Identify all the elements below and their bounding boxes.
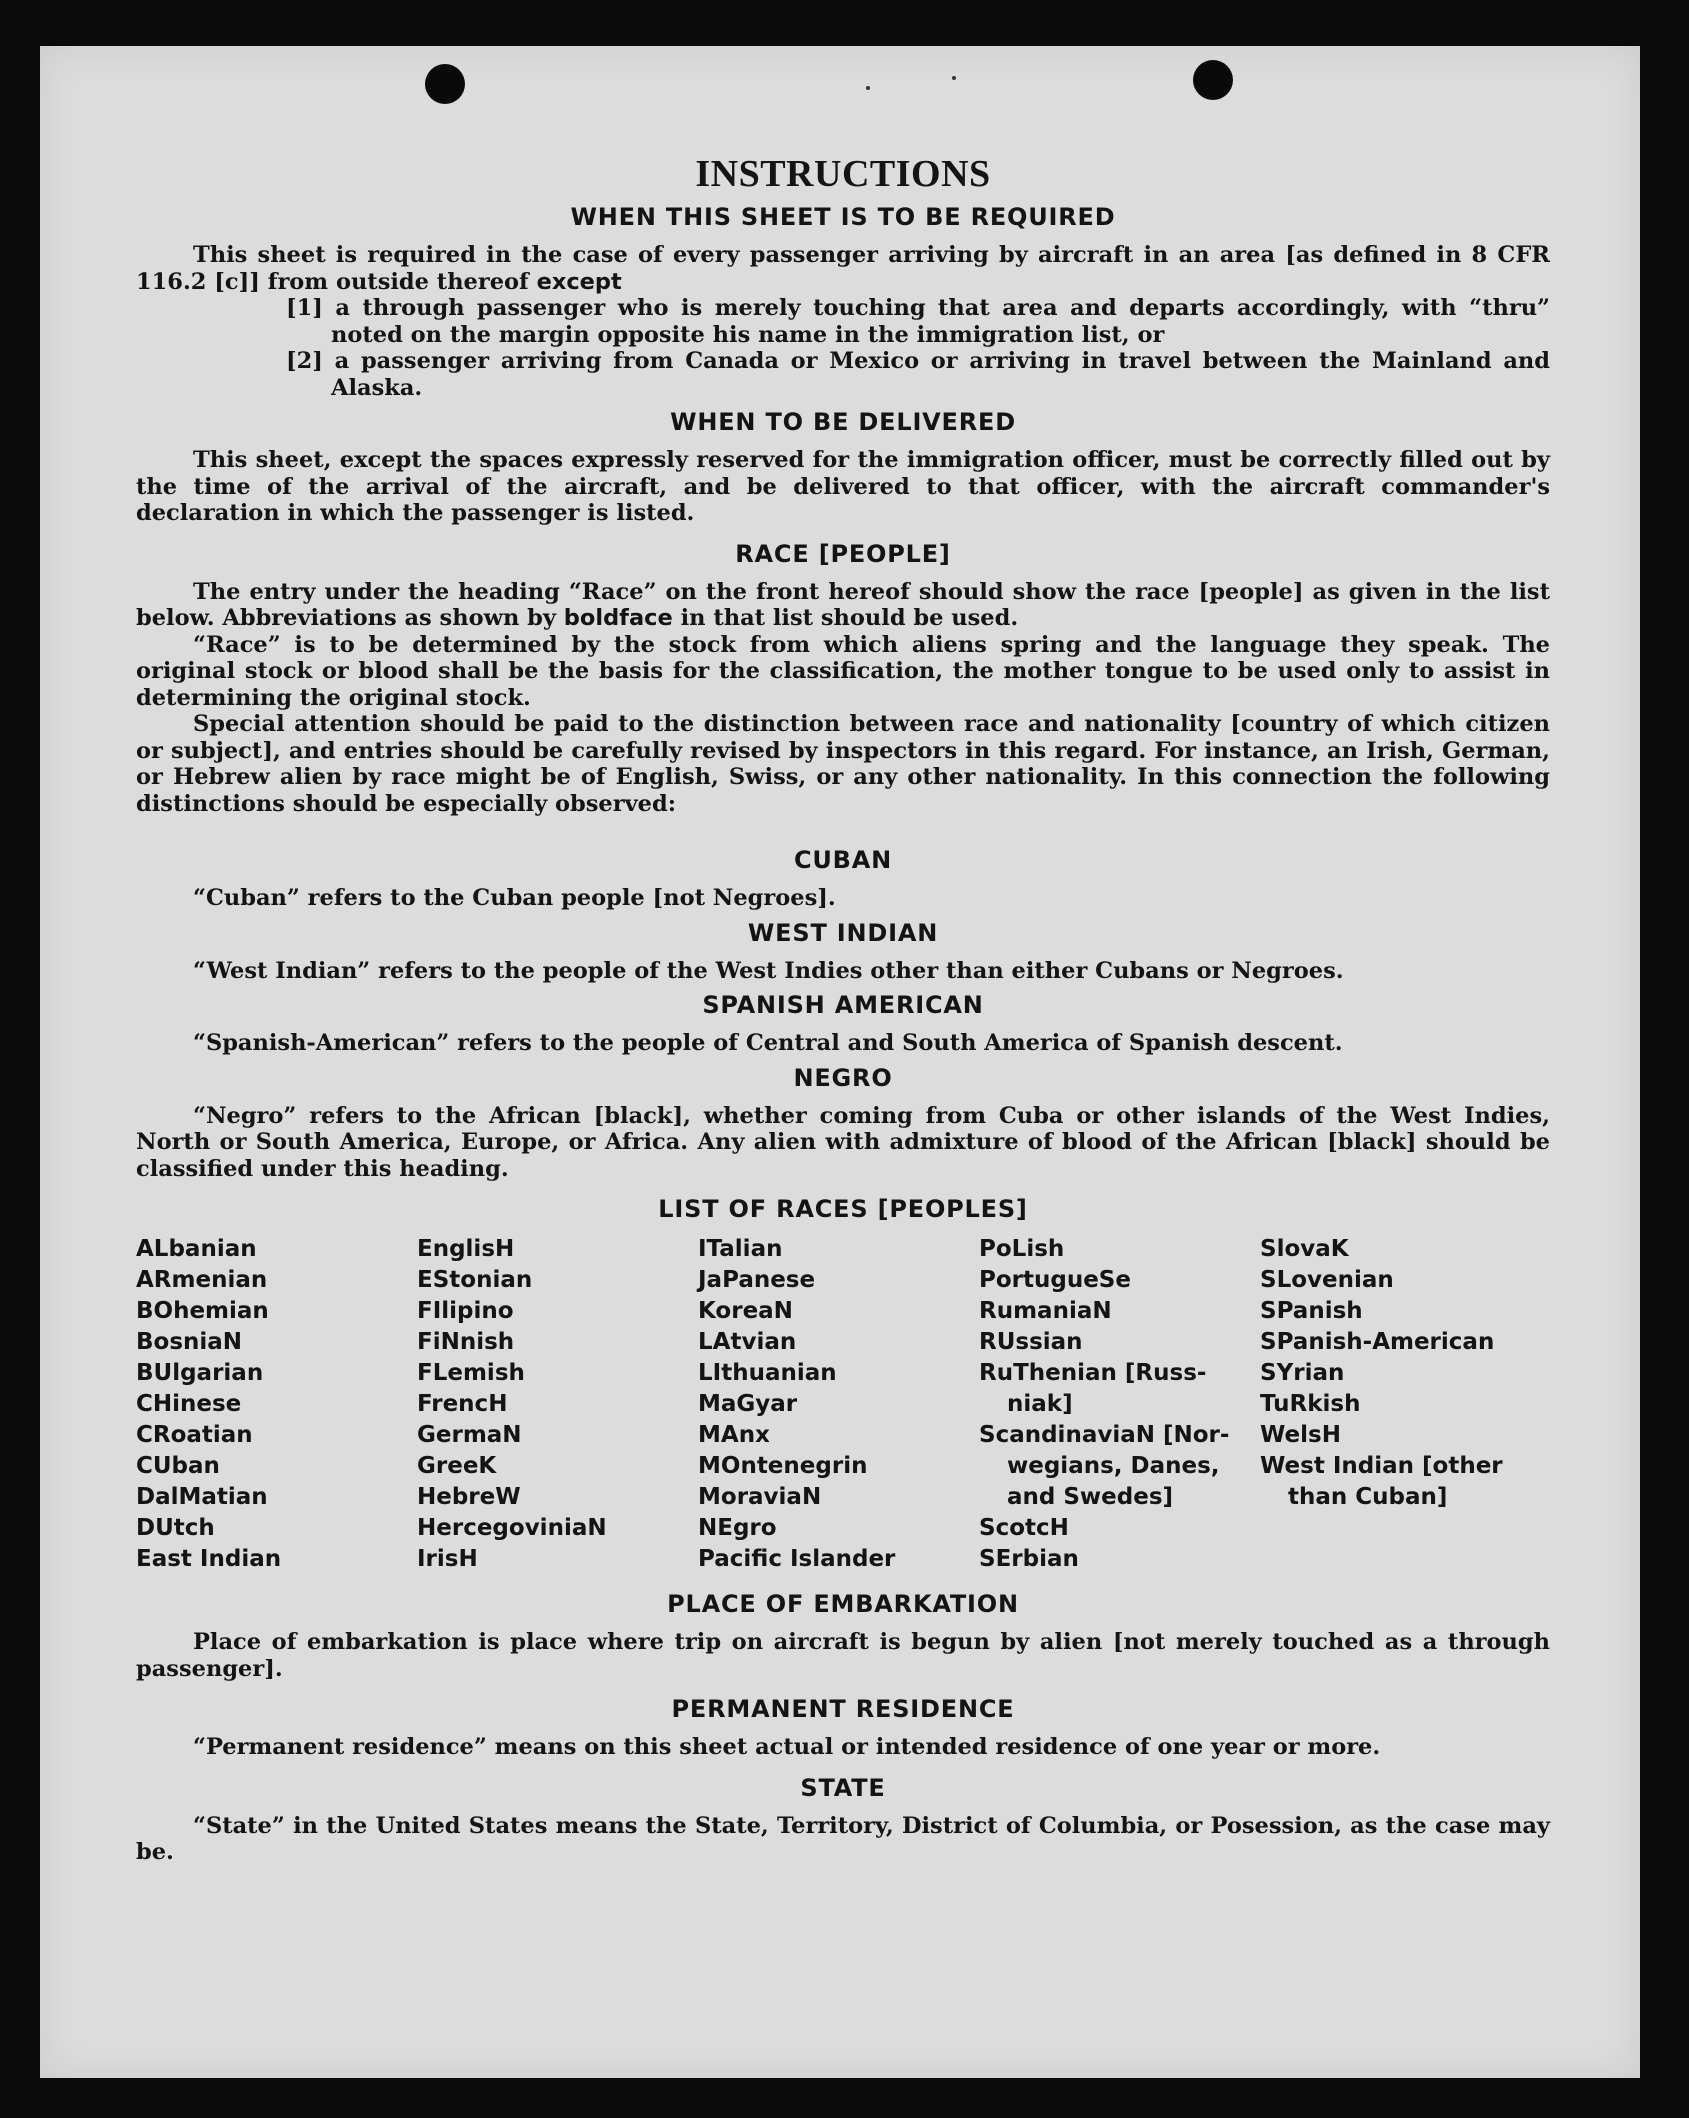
races-column-3 — [698, 1234, 979, 1575]
race-entry: East Indian — [136, 1546, 282, 1572]
paragraph-when-delivered: This sheet, except the spaces expressly reserved for the immigration officer, must be correctly filled out by the time of the arrival of the aircraft, and be delivered to that officer, with the aircraft commander's declaration in which the passenger is listed. — [136, 447, 1550, 526]
except-bold: except — [536, 268, 622, 295]
race-entry: GermaN — [417, 1422, 522, 1448]
race-entry: wegians, Danes, — [1007, 1453, 1220, 1479]
race-entry: FiNnish — [417, 1329, 515, 1355]
race-entry: MoraviaN — [698, 1484, 822, 1510]
punch-hole-right — [1193, 60, 1233, 100]
heading-embarkation: PLACE OF EMBARKATION — [667, 1590, 1019, 1618]
race-entry: NEgro — [698, 1515, 777, 1541]
races-column-2 — [417, 1234, 698, 1575]
race-entry: DUtch — [136, 1515, 215, 1541]
paragraph-embarkation: Place of embarkation is place where trip on aircraft is begun by alien [not merely touched as a through passenger]. — [136, 1629, 1550, 1682]
race-entry: RumaniaN — [979, 1298, 1112, 1324]
paragraph-race-3: Special attention should be paid to the distinction between race and nationality [country of which citizen or subject], and entries should be carefully revised by inspectors in this regard. For instance, an Irish, German, or Hebrew alien by race might be of English, Swiss, or any other nationality. In this connection the following distinctions should be especially observed: — [136, 711, 1550, 817]
heading-when-delivered: WHEN TO BE DELIVERED — [670, 408, 1016, 436]
race-entry: LIthuanian — [698, 1360, 837, 1386]
race-entry: KoreaN — [698, 1298, 793, 1324]
race-entry: Pacific Islander — [698, 1546, 896, 1572]
speck — [866, 86, 870, 90]
race-entry: SPanish-American — [1260, 1329, 1495, 1355]
race-entry: SPanish — [1260, 1298, 1363, 1324]
item-2: [2] a passenger arriving from Canada or Mexico or arriving in travel between the Mainland and Alaska. — [286, 348, 1550, 401]
races-column-4 — [979, 1234, 1260, 1575]
race-entry: CUban — [136, 1453, 220, 1479]
instructions-content — [136, 152, 1550, 1866]
paragraph-spanish-american: “Spanish-American” refers to the people of Central and South America of Spanish descent. — [193, 1030, 1343, 1056]
heading-west-indian: WEST INDIAN — [747, 918, 939, 947]
race-entry: MOntenegrin — [698, 1453, 868, 1479]
race-entry: ARmenian — [136, 1267, 268, 1293]
race-entry: IrisH — [417, 1546, 478, 1572]
heading-state: STATE — [800, 1773, 886, 1802]
race-entry: FIlipino — [417, 1298, 514, 1324]
race-entry: and Swedes] — [1007, 1484, 1174, 1510]
race-entry: SYrian — [1260, 1360, 1345, 1386]
race-entry: HebreW — [417, 1484, 521, 1510]
page-title: INSTRUCTIONS — [695, 153, 991, 195]
race-entry: than Cuban] — [1288, 1484, 1448, 1510]
race-entry: GreeK — [417, 1453, 497, 1479]
race-entry: LAtvian — [698, 1329, 797, 1355]
heading-residence: PERMANENT RESIDENCE — [671, 1695, 1015, 1723]
race-entry: TuRkish — [1260, 1391, 1361, 1417]
paragraph-negro: “Negro” refers to the African [black], whether coming from Cuba or other islands of the West Indies, North or South America, Europe, or Africa. Any alien with admixture of blood of the African [black] should be classified under this heading. — [136, 1102, 1550, 1182]
race-entry: PortugueSe — [979, 1267, 1131, 1293]
race-entry: niak] — [1007, 1391, 1073, 1417]
speck — [952, 76, 956, 80]
paragraph-west-indian: “West Indian” refers to the people of the West Indies other than either Cubans or Negroes. — [193, 957, 1344, 984]
paragraph-race-1: The entry under the heading “Race” on the front hereof should show the race [people] as given in the list below. Abbreviations as shown by boldface in that list should be used. — [136, 578, 1550, 631]
paragraph-cuban: “Cuban” refers to the Cuban people [not Negroes]. — [193, 885, 836, 911]
race-entry: West Indian [other — [1260, 1453, 1503, 1479]
race-entry: ScandinaviaN [Nor- — [979, 1422, 1230, 1448]
race-entry: BosniaN — [136, 1329, 243, 1355]
paragraph-residence: “Permanent residence” means on this sheet actual or intended residence of one year or more. — [193, 1734, 1381, 1760]
race-entry: BUlgarian — [136, 1360, 264, 1386]
race-entry: RUssian — [979, 1329, 1083, 1355]
race-entry: MaGyar — [698, 1391, 798, 1417]
race-entry: ALbanian — [136, 1236, 257, 1262]
race-entry: ITalian — [698, 1236, 783, 1262]
heading-race: RACE [PEOPLE] — [735, 539, 951, 568]
race-entry: EnglisH — [417, 1236, 515, 1262]
paragraph-state: “State” in the United States means the State, Territory, District of Columbia, or Posession, as the case may be. — [136, 1812, 1550, 1865]
races-column-5 — [1260, 1234, 1541, 1575]
heading-spanish-american: SPANISH AMERICAN — [702, 991, 984, 1019]
race-entry: RuThenian [Russ- — [979, 1360, 1207, 1386]
race-entry: FrencH — [417, 1391, 508, 1417]
races-list — [136, 1234, 1550, 1575]
boldface-word: boldface — [563, 605, 673, 631]
punch-hole-left — [425, 64, 465, 104]
heading-negro: NEGRO — [793, 1063, 893, 1092]
heading-when-required: WHEN THIS SHEET IS TO BE REQUIRED — [570, 203, 1116, 231]
race-entry: DalMatian — [136, 1484, 268, 1510]
race-entry: CHinese — [136, 1391, 242, 1417]
race-entry: JaPanese — [698, 1267, 816, 1293]
race-entry: SErbian — [979, 1546, 1079, 1572]
heading-list-of-races: LIST OF RACES [PEOPLES] — [658, 1195, 1028, 1223]
paragraph-race-2: “Race” is to be determined by the stock from which aliens spring and the language they speak. The original stock or blood shall be the basis for the classification, the mother tongue to be used only to assist in determining the original stock. — [136, 631, 1550, 711]
race-entry: HercegoviniaN — [417, 1515, 607, 1541]
heading-cuban: CUBAN — [793, 846, 893, 874]
race-entry: BOhemian — [136, 1298, 269, 1324]
race-entry: SlovaK — [1260, 1236, 1349, 1262]
race-entry: CRoatian — [136, 1422, 253, 1448]
race-entry: SLovenian — [1260, 1267, 1394, 1293]
race-entry: MAnx — [698, 1422, 770, 1448]
race-entry: PoLish — [979, 1236, 1065, 1262]
race-entry: ScotcH — [979, 1515, 1069, 1541]
race-entry: EStonian — [417, 1267, 533, 1293]
item-1: [1] a through passenger who is merely touching that area and departs accordingly, with “thru” noted on the margin opposite his name in the immigration list, or — [286, 295, 1550, 348]
races-column-1 — [136, 1234, 417, 1575]
race-entry: FLemish — [417, 1360, 525, 1386]
paragraph-when-required: This sheet is required in the case of every passenger arriving by aircraft in an area [as defined in 8 CFR 116.2 [c]] from outside thereof except — [136, 242, 1550, 295]
race-entry: WelsH — [1260, 1422, 1341, 1448]
